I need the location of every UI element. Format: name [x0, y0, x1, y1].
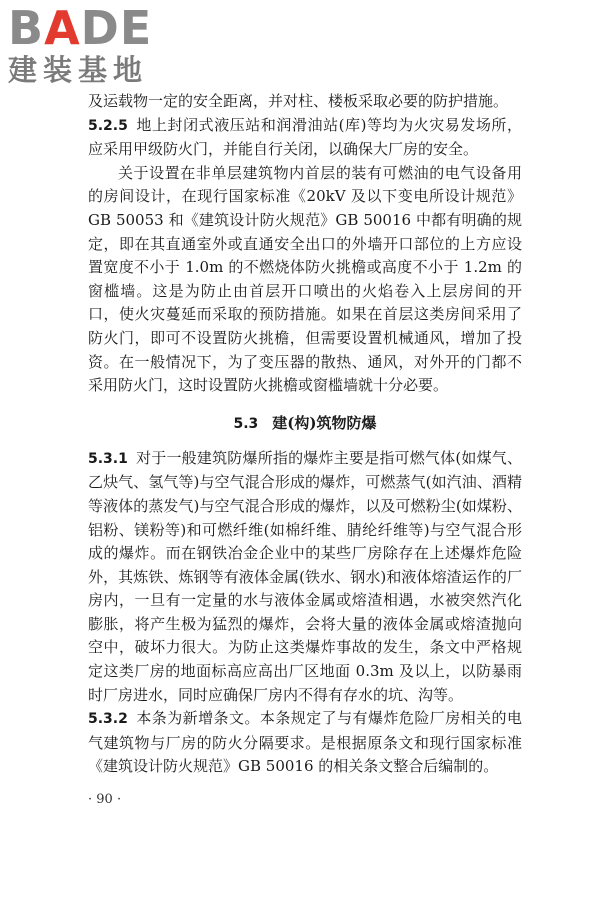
page-body [88, 90, 522, 779]
clause-number: 5.3.1 [88, 450, 128, 467]
section-heading: 5.3 建(构)筑物防爆 [233, 413, 377, 432]
clause-5-3-2: 5.3.2 本条为新增条文。本条规定了与有爆炸危险厂房相关的电气建筑物与厂房的防火分隔要求。是根据原条文和现行国家标准《建筑设计防火规范》GB 50016 的相关条文整合后编制的。 [88, 709, 522, 776]
clause-number: 5.3.2 [88, 711, 128, 728]
clause-number: 5.2.5 [88, 117, 128, 134]
paragraph-continuation: 及运载物一定的安全距离，并对柱、楼板采取必要的防护措施。 [88, 92, 509, 110]
logo-subtitle: 建装基地 [8, 53, 149, 87]
clause-5-2-5: 5.2.5 地上封闭式液压站和润滑油站(库)等均为火灾易发场所，应采用甲级防火门，并能自行关闭，以确保大厂房的安全。 [88, 115, 522, 159]
page-number: · 90 · [88, 792, 122, 807]
clause-5-3-1: 5.3.1 对于一般建筑防爆所指的爆炸主要是指可燃气体(如煤气、乙炔气、氢气等)与空气混合形成的爆炸，可燃蒸气(如汽油、酒精等液体的蒸发气)与空气混合形成的爆炸，以及可燃粉尘(如煤粉、铝粉、镁粉等)和可燃纤维(如棉纤维、腈纶纤维等)与空气混合形成的爆炸。而在钢铁冶金企业中的某些厂房除存在上述爆炸危险外，其炼铁、炼钢等有液体金属(铁水、钢水)和液体熔渣运作的厂房内，一旦有一定量的水与液体金属或熔渣相遇，水被突然汽化膨胀，将产生极为猛烈的爆炸，会将大量的液体金属或熔渣抛向空中，破坏力很大。为防止这类爆炸事故的发生，条文中严格规定这类厂房的地面标高应高出厂区地面 0.3m 及以上，以防暴雨时厂房进水，同时应确保厂房内不得有存水的坑、沟等。 [88, 448, 522, 704]
paragraph-explanation: 关于设置在非单层建筑物内首层的装有可燃油的电气设备用的房间设计，在现行国家标准《20kV 及以下变电所设计规范》GB 50053 和《建筑设计防火规范》GB 50016 中都有明确的规定，即在其直通室外或直通安全出口的外墙开口部位的上方应设置宽度不小于 1.0m 的不燃烧体防火挑檐或高度不小于 1.2m 的窗槛墙。这是为防止由首层开口喷出的火焰卷入上层房间的开口，使火灾蔓延而采取的预防措施。如果在首层这类房间采用了防火门，即可不设置防火挑檐，但需要设置机械通风，增加了投资。在一般情况下，为了变压器的散热、通风，对外开的门都不采用防火门，这时设置防火挑檐或窗槛墙就十分必要。 [88, 163, 522, 395]
bade-logo [8, 1, 178, 96]
logo-wordmark: BADE [8, 1, 153, 55]
